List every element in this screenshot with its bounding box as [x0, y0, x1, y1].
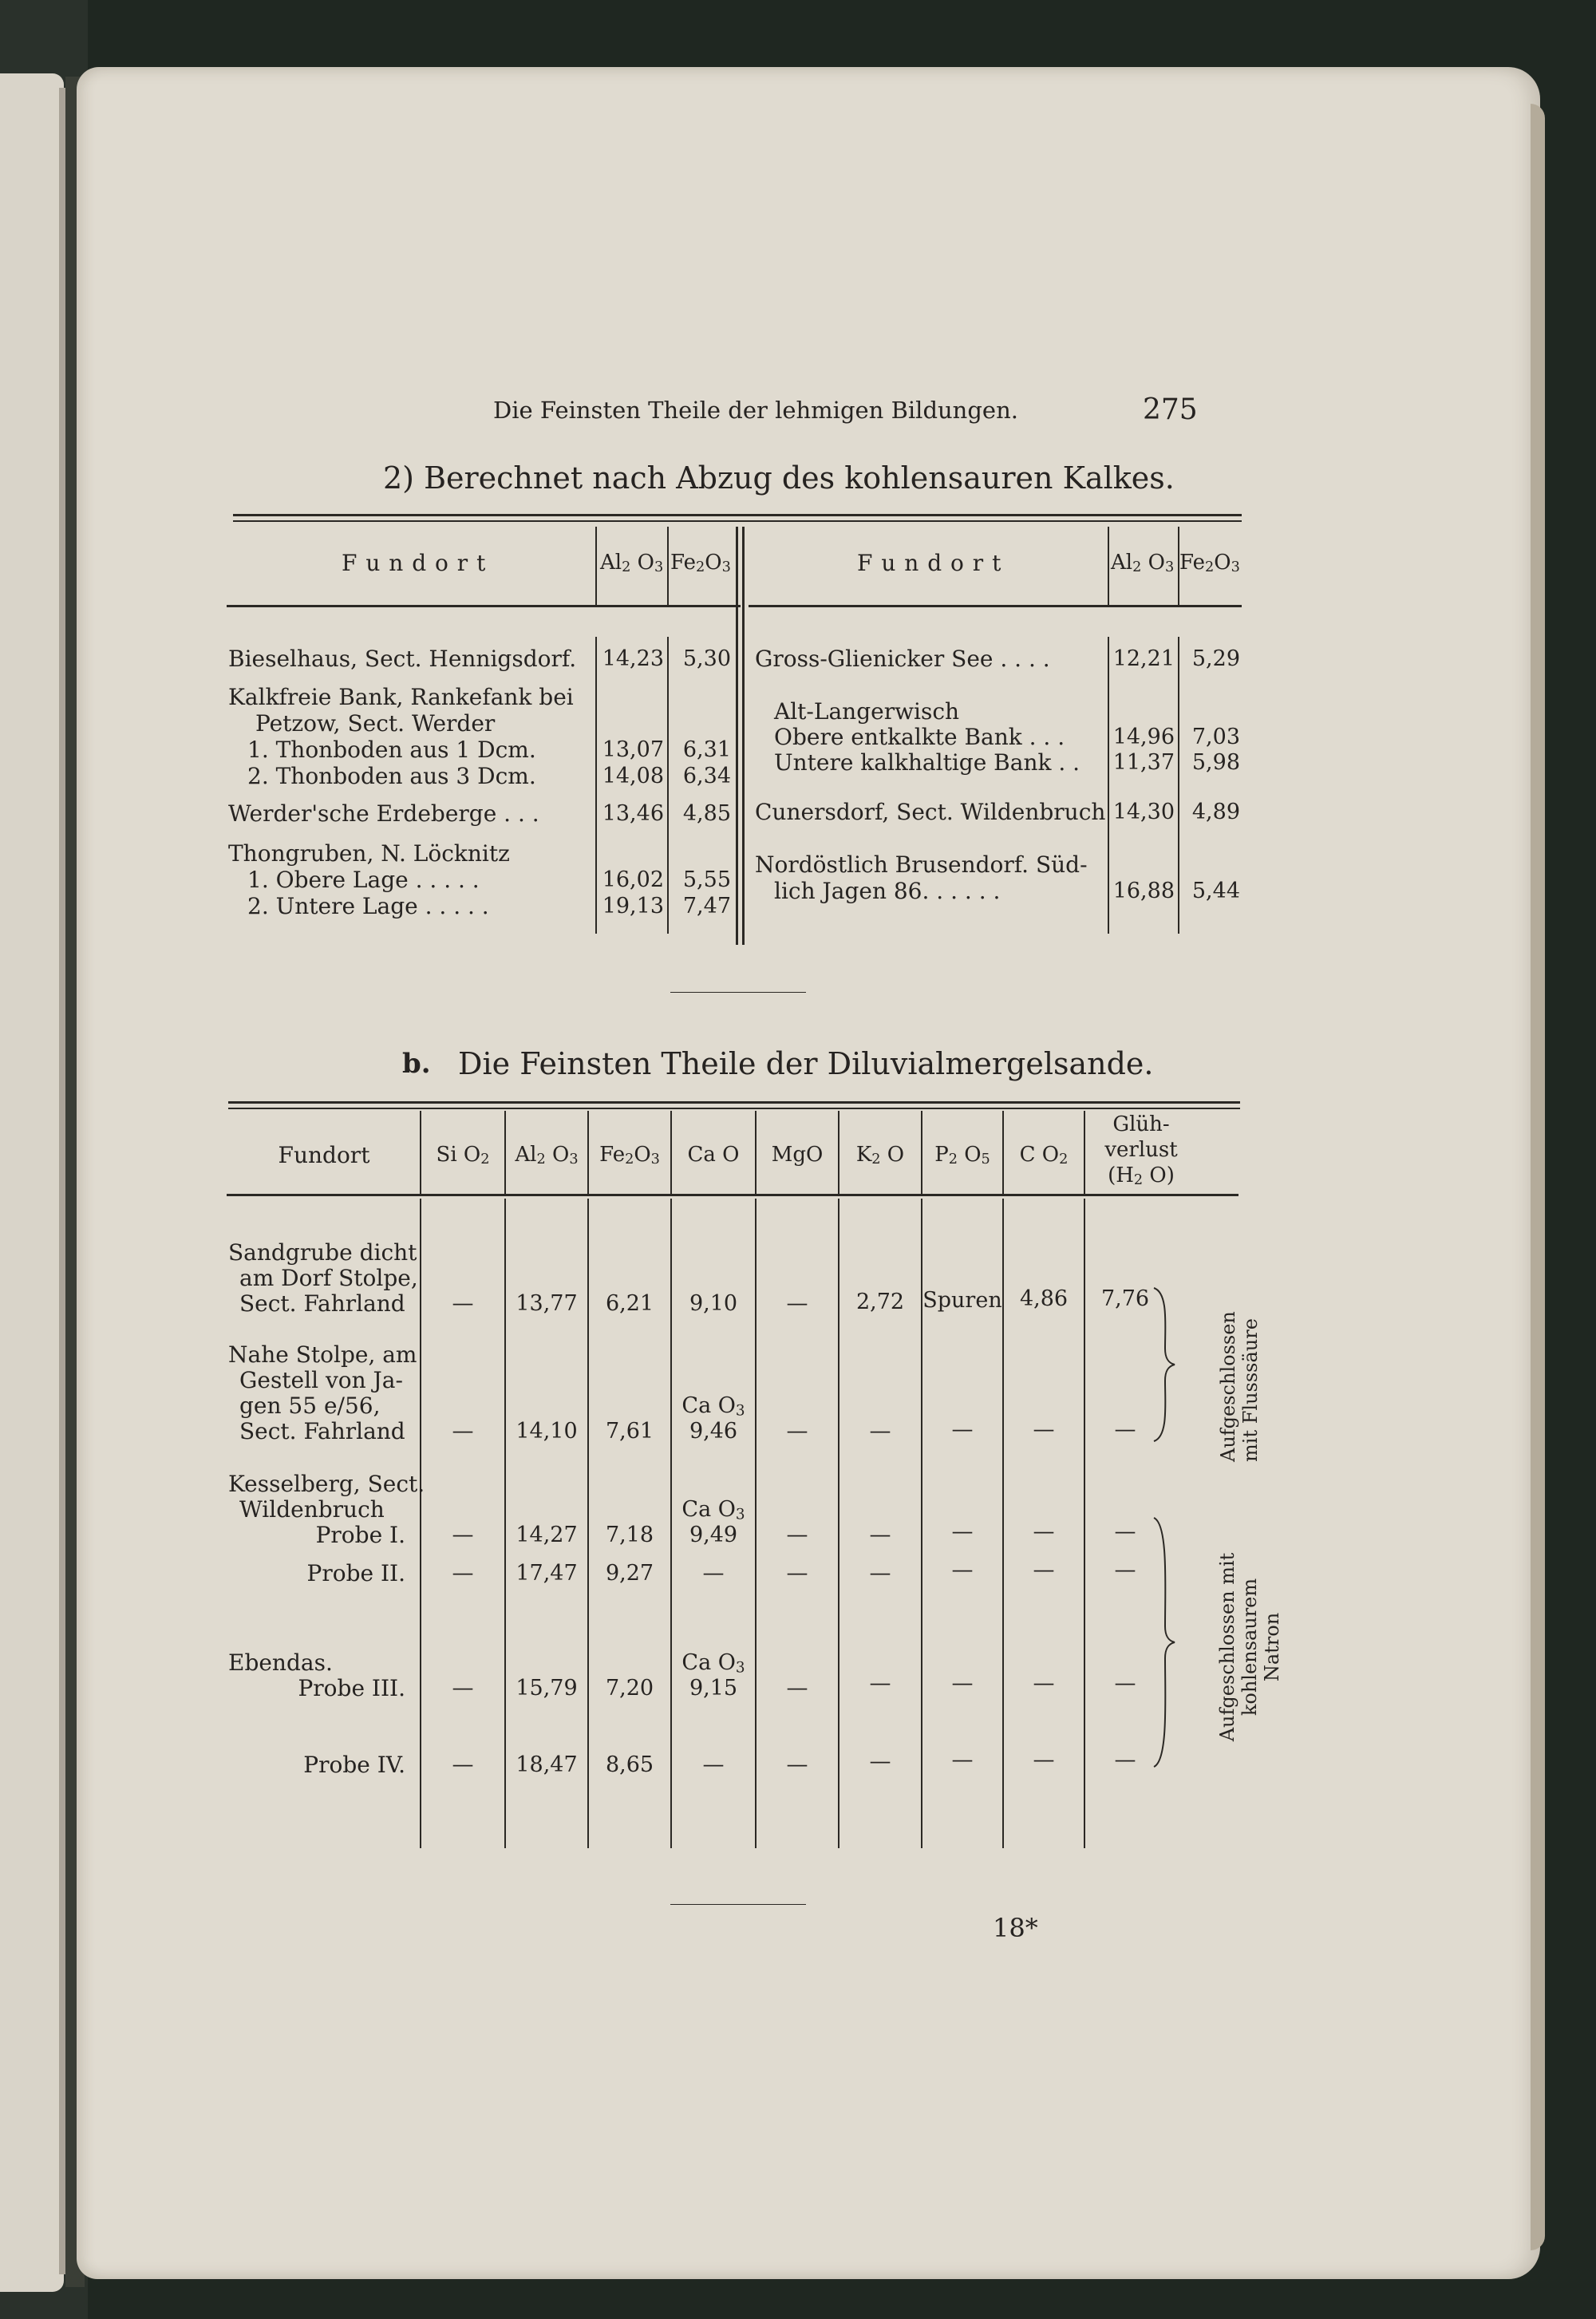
t2-row-label: Probe IV. — [303, 1752, 405, 1778]
t2-header-p2o5: $P_2$ $O_5$ — [934, 1143, 990, 1168]
brace-2-note: Aufgeschlossen mit kohlensaurem Natron — [1216, 1552, 1283, 1742]
t1-fe2o3-value: 4,85 — [682, 801, 731, 826]
t2-caco3-label: Ca $O_3$ — [681, 1497, 745, 1523]
section-b-marker: b. — [402, 1048, 431, 1080]
t2-al2o3-value: 14,10 — [516, 1419, 578, 1444]
t1-al2o3-value: 11,37 — [1112, 750, 1175, 775]
t2-sio2-value: — — [452, 1523, 474, 1547]
footer-separator — [670, 1904, 806, 1905]
brace-2 — [1149, 1515, 1181, 1770]
t2-p2o5-value: — — [951, 1748, 974, 1772]
t1-al2o3-value: 16,88 — [1112, 879, 1175, 903]
t2-gluh-value: — — [1114, 1671, 1136, 1696]
t2-row-label: Sandgrube dicht — [228, 1239, 417, 1266]
t2-header-sio2: Si $O_2$ — [436, 1143, 490, 1168]
t2-gluh-value: — — [1114, 1748, 1136, 1772]
t2-co2-value: — — [1033, 1558, 1055, 1582]
t1-header-al2o3-right: $Al_2$ $O_3$ — [1111, 551, 1175, 576]
t1-al2o3-value: 14,08 — [602, 764, 664, 788]
t1-header-fe2o3-left: $Fe_2O_3$ — [670, 551, 731, 576]
t1-al2o3-value: 13,07 — [602, 737, 664, 762]
t2-p2o5-value: — — [951, 1671, 974, 1696]
t2-row-label: Ebendas. — [228, 1649, 333, 1676]
t2-header-gluh-1: Glüh- — [1112, 1112, 1170, 1136]
t1-row-label: Nordöstlich Brusendorf. Süd- — [755, 851, 1088, 878]
t2-co2-value: — — [1033, 1748, 1055, 1772]
t1-row-label: Kalkfreie Bank, Rankefank bei — [228, 684, 574, 710]
t1-al2o3-value: 14,23 — [602, 646, 664, 671]
signature-mark: 18* — [993, 1913, 1038, 1943]
t1-al2o3-value: 19,13 — [602, 894, 664, 919]
t1-row-label: 1. Thonboden aus 1 Dcm. — [247, 737, 536, 763]
t2-row-label: Kesselberg, Sect. — [228, 1471, 425, 1497]
t2-al2o3-value: 17,47 — [516, 1561, 578, 1586]
t1-row-label: Petzow, Sect. Werder — [255, 710, 496, 737]
t1-header-fundort-left: F u n d o r t — [342, 550, 487, 576]
t2-k2o-value: — — [869, 1671, 891, 1696]
t2-fe2o3-value: 9,27 — [605, 1561, 654, 1586]
page-stack-edge — [1531, 104, 1545, 2250]
t2-sio2-value: — — [452, 1561, 474, 1586]
t2-row-label: Probe III. — [298, 1675, 405, 1701]
t2-p2o5-value: — — [951, 1558, 974, 1582]
t2-co2-value: — — [1033, 1519, 1055, 1544]
t1-fe2o3-value: 4,89 — [1191, 800, 1240, 824]
section-b-heading: Die Feinsten Theile der Diluvialmergelsande. — [458, 1046, 1154, 1081]
t2-row-label: Sect. Fahrland — [239, 1418, 405, 1444]
t2-header-gluh-2: verlust — [1104, 1138, 1178, 1162]
t1-row-label: Thongruben, N. Löcknitz — [228, 840, 510, 867]
t2-gluh-value: — — [1114, 1558, 1136, 1582]
t2-p2o5-value: — — [951, 1519, 974, 1544]
t1-row-label: lich Jagen 86. . . . . . — [774, 878, 1001, 904]
t2-k2o-value: — — [869, 1749, 891, 1774]
t1-fe2o3-value: 7,47 — [682, 894, 731, 919]
t1-row-label: Gross-Glienicker See . . . . — [755, 646, 1050, 672]
t2-al2o3-value: 15,79 — [516, 1676, 578, 1701]
t2-k2o-value: — — [869, 1419, 891, 1444]
t2-k2o-value: — — [869, 1523, 891, 1547]
t2-header-al2o3: $Al_2$ $O_3$ — [515, 1143, 579, 1168]
t2-cao-value: 9,10 — [689, 1291, 738, 1316]
t1-fe2o3-value: 6,31 — [682, 737, 731, 762]
t2-gluh-value: 7,76 — [1100, 1286, 1150, 1311]
t2-mgo-value: — — [786, 1561, 808, 1586]
t2-k2o-value: — — [869, 1561, 891, 1586]
t1-al2o3-value: 13,46 — [602, 801, 664, 826]
t1-row-label: 1. Obere Lage . . . . . — [247, 867, 480, 893]
brace-1 — [1149, 1285, 1181, 1444]
t2-row-label: gen 55 e/56, — [239, 1393, 381, 1419]
t1-header-al2o3-left: $Al_2$ $O_3$ — [600, 551, 664, 576]
t2-al2o3-value: 13,77 — [516, 1291, 578, 1316]
t2-row-label: Gestell von Ja- — [239, 1367, 403, 1393]
t1-al2o3-value: 12,21 — [1112, 646, 1175, 671]
t1-row-label: Bieselhaus, Sect. Hennigsdorf. — [228, 646, 577, 672]
t2-header-cao: Ca O — [687, 1143, 740, 1167]
t2-fe2o3-value: 7,18 — [605, 1523, 654, 1547]
t2-sio2-value: — — [452, 1419, 474, 1444]
t1-fe2o3-value: 5,44 — [1191, 879, 1240, 903]
t2-row-label: Wildenbruch — [239, 1496, 385, 1523]
t2-caco3-label: Ca $O_3$ — [681, 1393, 745, 1420]
t2-mgo-value: — — [786, 1752, 808, 1777]
t2-co2-value: — — [1033, 1417, 1055, 1442]
t2-sio2-value: — — [452, 1676, 474, 1701]
t2-co2-value: — — [1033, 1671, 1055, 1696]
t2-cao-value: 9,15 — [689, 1676, 738, 1701]
facing-page-edge — [0, 73, 64, 2292]
t2-p2o5-value: Spuren — [922, 1288, 1002, 1313]
t2-row-label: Probe II. — [306, 1560, 405, 1586]
t1-row-label: Cunersdorf, Sect. Wildenbruch — [755, 799, 1106, 825]
section2-heading: 2) Berechnet nach Abzug des kohlensauren Kalkes. — [383, 460, 1175, 496]
t1-fe2o3-value: 5,55 — [682, 867, 731, 892]
t1-row-label: 2. Thonboden aus 3 Dcm. — [247, 763, 536, 789]
t2-header-fundort: Fundort — [278, 1142, 370, 1168]
t1-fe2o3-value: 7,03 — [1191, 725, 1240, 749]
t1-fe2o3-value: 5,98 — [1191, 750, 1240, 775]
t2-header-k2o: $K_2$ O — [855, 1143, 905, 1168]
t2-gluh-value: — — [1114, 1417, 1136, 1442]
t2-header-co2: C $O_2$ — [1019, 1143, 1069, 1168]
t2-mgo-value: — — [786, 1291, 808, 1316]
t2-al2o3-value: 18,47 — [516, 1752, 578, 1777]
t2-cao-value: 9,46 — [689, 1419, 738, 1444]
t1-row-label: Obere entkalkte Bank . . . — [774, 724, 1065, 750]
section-separator — [670, 992, 806, 993]
t2-gluh-value: — — [1114, 1519, 1136, 1544]
t2-header-mgo: MgO — [771, 1143, 824, 1167]
t2-fe2o3-value: 6,21 — [605, 1291, 654, 1316]
t1-al2o3-value: 14,96 — [1112, 725, 1175, 749]
t1-al2o3-value: 14,30 — [1112, 800, 1175, 824]
brace-1-note: Aufgeschlossen mit Flusssäure — [1217, 1311, 1262, 1462]
t2-cao-value: — — [702, 1752, 725, 1777]
t2-sio2-value: — — [452, 1752, 474, 1777]
t2-mgo-value: — — [786, 1419, 808, 1444]
t2-row-label: am Dorf Stolpe, — [239, 1265, 418, 1291]
t2-fe2o3-value: 7,20 — [605, 1676, 654, 1701]
t2-al2o3-value: 14,27 — [516, 1523, 578, 1547]
t2-fe2o3-value: 7,61 — [605, 1419, 654, 1444]
t2-cao-value: 9,49 — [689, 1523, 738, 1547]
t2-mgo-value: — — [786, 1676, 808, 1701]
t2-caco3-label: Ca $O_3$ — [681, 1650, 745, 1677]
t1-row-label: Werder'sche Erdeberge . . . — [228, 800, 539, 827]
t1-fe2o3-value: 5,30 — [682, 646, 731, 671]
t2-row-label: Nahe Stolpe, am — [228, 1341, 417, 1368]
t2-co2-value: 4,86 — [1019, 1286, 1069, 1311]
t1-al2o3-value: 16,02 — [602, 867, 664, 892]
t2-fe2o3-value: 8,65 — [605, 1752, 654, 1777]
t2-p2o5-value: — — [951, 1417, 974, 1442]
t2-row-label: Probe I. — [315, 1522, 405, 1548]
t2-header-h2o: ($H_2$ O) — [1108, 1163, 1175, 1189]
page-number: 275 — [1143, 393, 1198, 426]
t2-header-fe2o3: $Fe_2O_3$ — [599, 1143, 660, 1168]
t1-fe2o3-value: 6,34 — [682, 764, 731, 788]
t2-cao-value: — — [702, 1561, 725, 1586]
t2-mgo-value: — — [786, 1523, 808, 1547]
t1-row-label: Untere kalkhaltige Bank . . — [774, 749, 1080, 776]
t1-row-label: 2. Untere Lage . . . . . — [247, 893, 489, 919]
t2-row-label: Sect. Fahrland — [239, 1290, 405, 1317]
running-head-title: Die Feinsten Theile der lehmigen Bildungen. — [493, 397, 1018, 424]
t2-sio2-value: — — [452, 1291, 474, 1316]
t1-header-fundort-right: F u n d o r t — [857, 550, 1002, 576]
t1-header-fe2o3-right: $Fe_2O_3$ — [1179, 551, 1240, 576]
t1-row-label: Alt-Langerwisch — [774, 698, 960, 725]
t2-k2o-value: 2,72 — [855, 1290, 905, 1314]
t1-fe2o3-value: 5,29 — [1191, 646, 1240, 671]
